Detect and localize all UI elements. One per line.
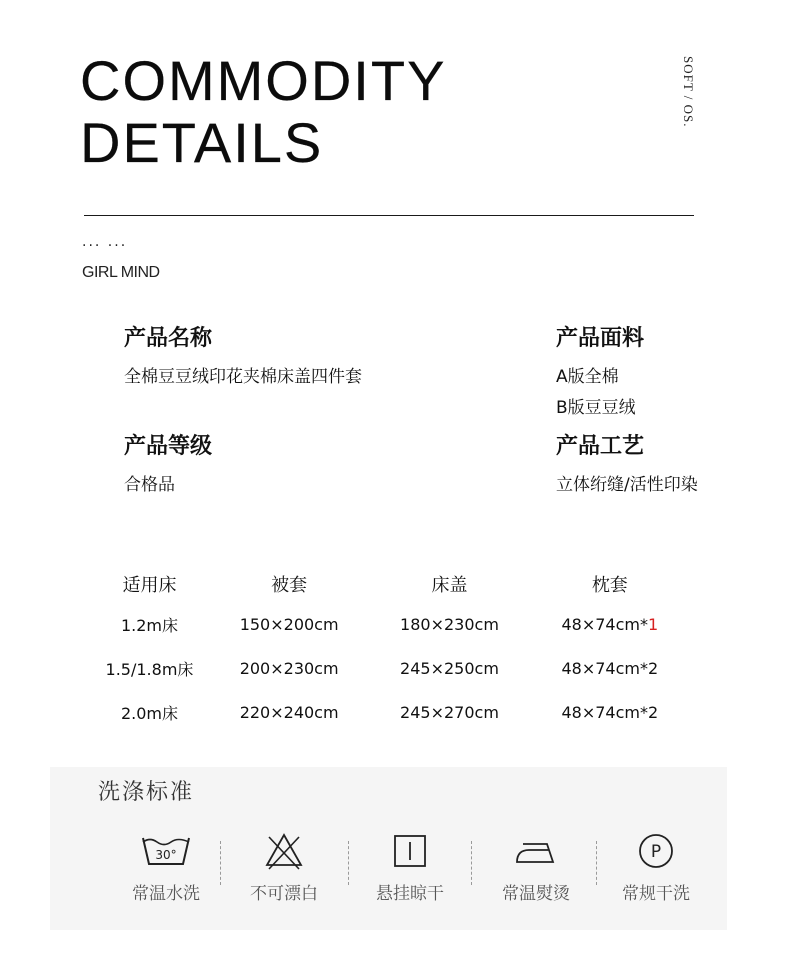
iron-icon xyxy=(513,829,559,873)
header-bed: 适用床 xyxy=(122,575,177,596)
pillow-size xyxy=(530,646,690,690)
size-table xyxy=(90,566,690,734)
wash-item-iron xyxy=(486,829,586,904)
pillow-qty: 2 xyxy=(647,658,659,678)
title-line-1: COMMODITY xyxy=(80,49,447,112)
no-bleach-icon xyxy=(264,829,304,873)
washing-panel xyxy=(50,767,727,930)
bedcover-size: 180×230cm xyxy=(400,614,499,634)
wash-item-30 xyxy=(116,829,216,904)
pillow-size xyxy=(530,690,690,734)
hang-dry-label: 悬挂晾干 xyxy=(376,884,444,904)
header-bedcover: 床盖 xyxy=(431,575,468,596)
wash-item-no-bleach xyxy=(234,829,334,904)
icon-separator xyxy=(220,841,221,885)
header-divider xyxy=(84,215,694,216)
svg-text:30°: 30° xyxy=(155,848,177,862)
product-fabric-block xyxy=(556,326,644,424)
product-name-block xyxy=(124,326,362,393)
pillow-size xyxy=(530,602,690,646)
pillow-dim: 48×74cm* xyxy=(561,702,648,722)
iron-label: 常温熨烫 xyxy=(502,884,570,904)
washing-title: 洗涤标准 xyxy=(98,780,195,805)
hang-dry-icon xyxy=(392,829,428,873)
table-row xyxy=(90,690,690,734)
icon-separator xyxy=(471,841,472,885)
header-duvet: 被套 xyxy=(271,575,308,596)
product-name-value: 全棉豆豆绒印花夹棉床盖四件套 xyxy=(124,367,362,387)
product-grade-block xyxy=(124,434,212,501)
table-row xyxy=(90,646,690,690)
pillow-dim: 48×74cm* xyxy=(561,658,648,678)
icon-separator xyxy=(348,841,349,885)
bed-size: 1.2m床 xyxy=(120,615,178,635)
pillow-qty: 1 xyxy=(647,614,659,634)
header-pillowcase: 枕套 xyxy=(591,575,628,596)
product-grade-label: 产品等级 xyxy=(124,434,213,459)
table-row xyxy=(90,602,690,646)
wash-30-icon xyxy=(141,829,191,873)
decorative-dots: ··· ··· xyxy=(82,238,128,254)
bedcover-size: 245×250cm xyxy=(400,658,499,678)
brand-name: GIRL MIND xyxy=(82,264,160,281)
product-fabric-value-b: B版豆豆绒 xyxy=(556,398,636,418)
size-table-header xyxy=(90,566,690,602)
product-fabric-label: 产品面料 xyxy=(556,326,645,351)
page-title xyxy=(80,50,446,174)
dry-clean-label: 常规干洗 xyxy=(622,884,690,904)
duvet-size: 150×200cm xyxy=(239,614,339,634)
bed-size: 1.5/1.8m床 xyxy=(105,659,194,679)
no-bleach-label: 不可漂白 xyxy=(250,884,318,904)
duvet-size: 220×240cm xyxy=(239,702,339,722)
title-line-2: DETAILS xyxy=(80,111,324,174)
wash-item-hang-dry xyxy=(360,829,460,904)
bedcover-size: 245×270cm xyxy=(400,702,499,722)
product-name-label: 产品名称 xyxy=(124,326,213,351)
product-craft-label: 产品工艺 xyxy=(556,434,645,459)
side-vertical-text: SOFT / OS. xyxy=(681,56,696,128)
product-fabric-value-a: A版全棉 xyxy=(556,367,619,387)
product-craft-block xyxy=(556,434,698,501)
washing-icons-row xyxy=(50,829,727,909)
pillow-qty: 2 xyxy=(647,702,659,722)
svg-text:P: P xyxy=(650,842,662,862)
duvet-size: 200×230cm xyxy=(239,658,339,678)
icon-separator xyxy=(596,841,597,885)
bed-size: 2.0m床 xyxy=(120,703,178,723)
dry-clean-p-icon xyxy=(637,829,675,873)
pillow-dim: 48×74cm* xyxy=(561,614,648,634)
product-craft-value: 立体绗缝/活性印染 xyxy=(556,475,698,495)
wash-30-label: 常温水洗 xyxy=(132,884,200,904)
product-grade-value: 合格品 xyxy=(124,475,175,495)
wash-item-dry-clean xyxy=(606,829,706,904)
